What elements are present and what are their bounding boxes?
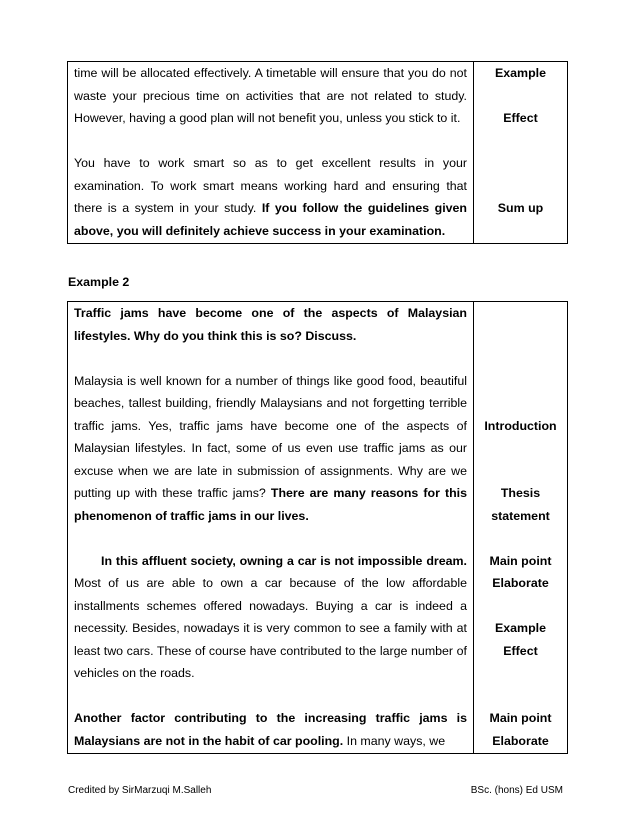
paragraph-text: In many ways, we: [343, 733, 446, 748]
label-statement: statement: [491, 508, 550, 523]
table-row: [68, 302, 567, 753]
paragraph-bold: If you follow the guidelines given above, you will definitely achieve success in your examination.: [74, 201, 467, 238]
introduction-paragraph: [74, 370, 467, 528]
paragraph: time will be allocated effectively. A timetable will ensure that you do not waste your precious time on activities that are not related to study. However, having a good plan will not benefit you, unless you stick to it.: [74, 66, 467, 125]
label-cell: [474, 302, 567, 753]
paragraph-text: You have to work smart so as to get excellent results in your examination. To work smart means working hard and ensuring that there is a system in your study.: [74, 156, 467, 215]
table-row: [68, 62, 567, 243]
label-elaborate: Elaborate: [492, 576, 549, 590]
question-text: Traffic jams have become one of the aspects of Malaysian lifestyles. Why do you think this is so? Discuss.: [74, 306, 467, 343]
label-elaborate-2: Elaborate: [492, 733, 549, 748]
footer-degree: BSc. (hons) Ed USM: [470, 785, 563, 796]
table-1: [67, 61, 568, 244]
text-cell: [68, 62, 474, 243]
label-example: Example: [495, 66, 546, 80]
main-point-text: In this affluent society, owning a car is not impossible dream.: [101, 553, 467, 568]
essay-question: [74, 302, 467, 347]
label-introduction: Introduction: [484, 418, 557, 433]
label-sum-up: Sum up: [497, 201, 544, 215]
table-2: [67, 301, 568, 754]
main-point-1-paragraph: [74, 550, 467, 685]
label-main-point: Main point: [489, 553, 552, 568]
thesis-statement-text: There are many reasons for this phenomenon of traffic jams in our lives.: [74, 486, 468, 523]
label-effect: Effect: [503, 643, 538, 658]
label-effect: Effect: [503, 111, 538, 125]
main-point-text: Another factor contributing to the increasing traffic jams is Malaysians are not in the habit of car pooling.: [74, 711, 467, 748]
text-cell: [68, 302, 474, 753]
paragraph-text: Most of us are able to own a car because of the low affordable installments schemes offered nowadays. Buying a car is indeed a necessity. Besides, nowadays it is very common to see a family with at least two cars. These of course have contributed to the large number of vehicles on the roads.: [74, 576, 467, 680]
label-thesis: Thesis: [500, 486, 541, 500]
label-main-point-2: Main point: [489, 711, 552, 725]
label-cell: [474, 62, 567, 243]
main-point-2-paragraph: [74, 707, 467, 753]
paragraph-text: Malaysia is well known for a number of things like good food, beautiful beaches, tallest building, friendly Malaysians and not forgetting terrible traffic jams. Yes, traffic jams have become one of the aspects of Malaysian lifestyles. In fact, some of us even use traffic jams as our excuse when we are late in submission of assignments. Why are we putting up with these traffic jams?: [74, 373, 467, 500]
label-example: Example: [495, 621, 546, 635]
paragraph: [74, 152, 467, 243]
example-2-heading: Example 2: [68, 275, 130, 289]
footer-credit: Credited by SirMarzuqi M.Salleh: [68, 785, 212, 796]
